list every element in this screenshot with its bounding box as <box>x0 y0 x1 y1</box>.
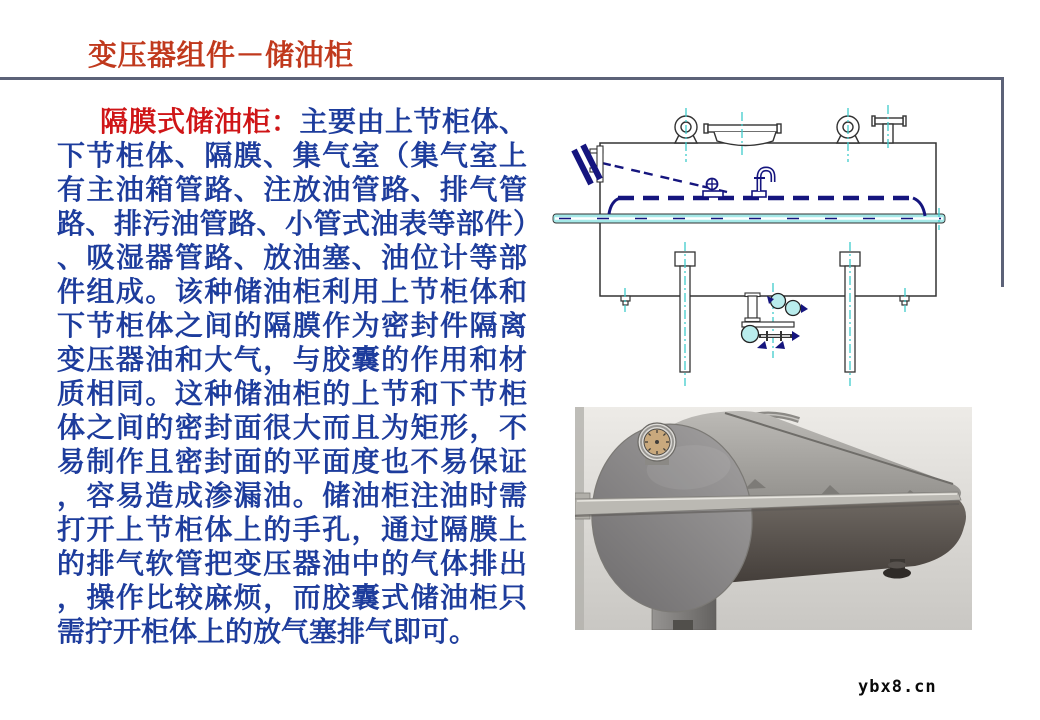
top-pipe-flange <box>872 116 906 143</box>
photo-svg <box>575 407 972 630</box>
diagram-svg <box>545 100 1005 400</box>
drain-plugs <box>621 296 909 305</box>
body-paragraph <box>57 106 527 650</box>
watermark: ybx8.cn <box>858 677 937 697</box>
conservator-diagram <box>545 100 1005 400</box>
title-underline <box>0 77 1004 80</box>
body-lead-text: 隔膜式储油柜： <box>100 107 300 138</box>
body-main-text: 主要由上节柜体、下节柜体、隔膜、集气室（集气室上有主油箱管路、注放油管路、排气管路、排污油管路、小管式油表等部件）、吸湿器管路、放油塞、油位计等部件组成。该种储油柜利用上节柜体和下节柜体之间的隔膜作为密封件隔离变压器油和大气，与胶囊的作用和材质相同。这种储油柜的上节和下节柜体之间的密封面很大而且为矩形，不易制作且密封面的平面度也不易保证，容易造成渗漏油。储油柜注油时需打开上节柜体上的手孔，通过隔膜上的排气软管把变压器油中的气体排出，操作比较麻烦，而胶囊式储油柜只需拧开柜体上的放气塞排气即可。 <box>57 107 527 648</box>
bottom-valve-assembly <box>742 293 809 349</box>
flange-band <box>553 214 945 223</box>
conservator-photo <box>575 407 972 630</box>
oil-gauge-assembly <box>574 145 603 184</box>
page-title: 变压器组件－储油柜 <box>88 40 354 72</box>
